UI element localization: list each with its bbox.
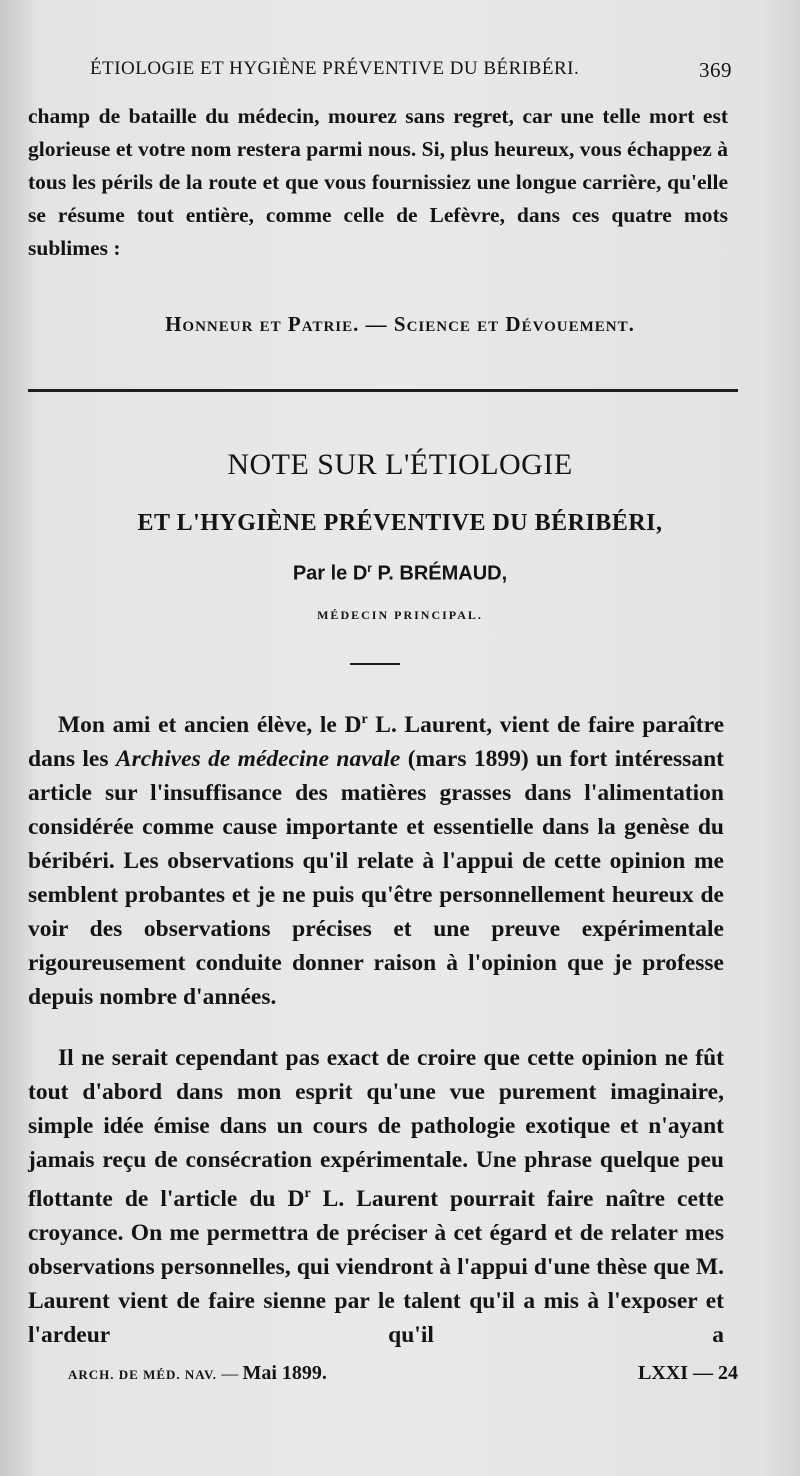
article-title: NOTE SUR L'ÉTIOLOGIE bbox=[227, 448, 573, 481]
author-role: MÉDECIN PRINCIPAL. bbox=[317, 608, 483, 622]
short-divider bbox=[350, 663, 400, 665]
author-line bbox=[0, 561, 800, 586]
p2-sup: r bbox=[304, 1186, 311, 1201]
running-title: ÉTIOLOGIE ET HYGIÈNE PRÉVENTIVE DU BÉRIBÉRI. bbox=[90, 58, 580, 79]
p2-text-b: L. Laurent pourrait faire naître cette croyance. On me permettra de préciser à cet égard et de relater mes observations personnelles, qui viendront à l'appui d'une thèse que M. Laurent vient de faire sienne par le talent qu'il a mis à l'exposer et l'ardeur qu'il a bbox=[28, 1185, 724, 1348]
footer-separator: — bbox=[216, 1364, 243, 1383]
signature-mark: LXXI — 24 bbox=[637, 1362, 738, 1384]
page-number: 369 bbox=[699, 58, 732, 82]
p1-text-b: L. Laurent, vient de faire paraître dans les bbox=[28, 711, 725, 772]
issue-date: Mai 1899. bbox=[242, 1362, 327, 1384]
author-sup: r bbox=[367, 561, 372, 575]
motto: Honneur et Patrie. — Science et Dévouement. bbox=[165, 312, 635, 336]
footer-left bbox=[68, 1362, 327, 1385]
body-paragraph-2 bbox=[28, 1041, 724, 1352]
section-divider bbox=[28, 389, 738, 392]
journal-title: Archives de médecine navale bbox=[115, 745, 401, 772]
p1-text-a: Mon ami et ancien élève, le D bbox=[58, 711, 362, 738]
intro-paragraph: champ de bataille du médecin, mourez sans regret, car une telle mort est glorieuse et votre nom restera parmi nous. Si, plus heureux, vous échappez à tous les périls de la route et que vous fournissiez une longue carrière, qu'elle se résume tout entière, comme celle de Lefèvre, dans ces quatre mots sublimes : bbox=[28, 104, 728, 260]
p1-sup: r bbox=[361, 712, 368, 727]
p1-text-c: (mars 1899) un fort intéressant article sur l'insuffisance des matières grasses dans l'alimentation considérée comme cause importante et essentielle dans la genèse du béribéri. Les observations qu'il relate à l'appui de cette opinion me semblent probantes et je ne puis qu'être personnellement heureux de voir des observations précises et une preuve expérimentale rigoureusement conduite donner raison à l'opinion que je professe depuis nombre d'années. bbox=[28, 745, 724, 1010]
author-prefix: Par le D bbox=[292, 562, 368, 585]
author-name: P. BRÉMAUD, bbox=[371, 562, 508, 585]
body-paragraph-1 bbox=[28, 703, 724, 1014]
journal-abbrev: ARCH. DE MÉD. NAV. bbox=[68, 1367, 217, 1382]
p2-text-a: Il ne serait cependant pas exact de croire que cette opinion ne fût tout d'abord dans mon esprit qu'une vue purement imaginaire, simple idée émise dans un cours de pathologie exotique et n'ayant jamais reçu de consécration expérimentale. Une phrase quelque peu flottante de l'article du D bbox=[28, 1045, 724, 1212]
article-subtitle: ET L'HYGIÈNE PRÉVENTIVE DU BÉRIBÉRI, bbox=[137, 510, 663, 536]
